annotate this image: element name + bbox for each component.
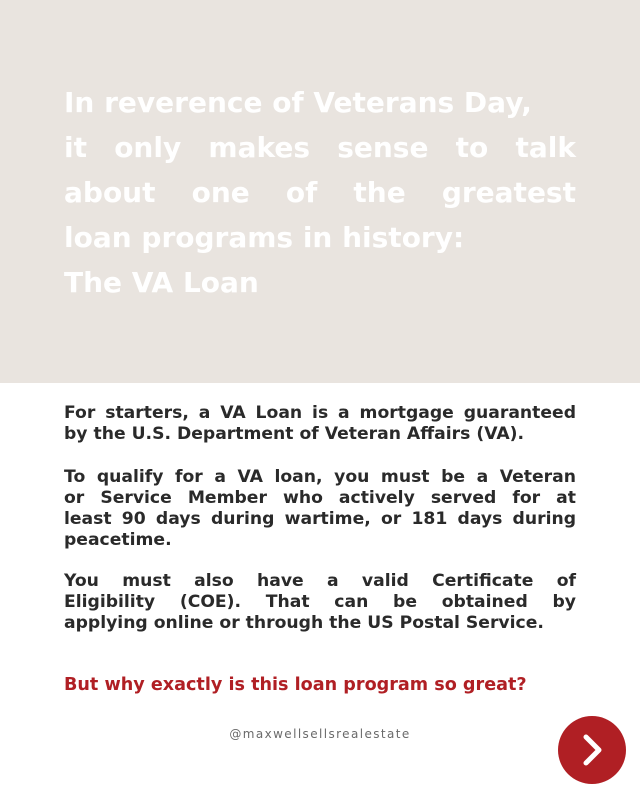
closing-question: But why exactly is this loan program so great? <box>64 675 527 695</box>
paragraph-line: applying online or through the US Postal Service. <box>64 613 544 633</box>
paragraph-eligibility <box>64 571 576 634</box>
hero-line: In reverence of Veterans Day, <box>64 86 532 119</box>
hero-line: loan programs in history: <box>64 221 465 254</box>
paragraph-line: To qualify for a VA loan, you must be a Veteran <box>64 467 576 487</box>
hero-line: about one of the greatest <box>64 176 576 209</box>
paragraph-qualification <box>64 467 576 551</box>
hero-banner <box>0 0 640 383</box>
paragraph-line: by the U.S. Department of Veteran Affairs (VA). <box>64 424 525 444</box>
next-slide-button[interactable] <box>558 716 626 784</box>
paragraph-line: Eligibility (COE). That can be obtained by <box>64 592 576 612</box>
paragraph-line: peacetime. <box>64 530 172 550</box>
paragraph-line: least 90 days during wartime, or 181 days during <box>64 509 576 529</box>
hero-headline <box>64 80 576 305</box>
paragraph-line: You must also have a valid Certificate of <box>64 571 576 591</box>
paragraph-line: or Service Member who actively served for at <box>64 488 576 508</box>
social-handle: @maxwellsellsrealestate <box>229 727 411 741</box>
hero-line: The VA Loan <box>64 266 259 299</box>
hero-line: it only makes sense to talk <box>64 131 576 164</box>
paragraph-definition <box>64 403 576 445</box>
chevron-right-icon <box>577 733 607 767</box>
paragraph-line: For starters, a VA Loan is a mortgage guaranteed <box>64 403 576 423</box>
